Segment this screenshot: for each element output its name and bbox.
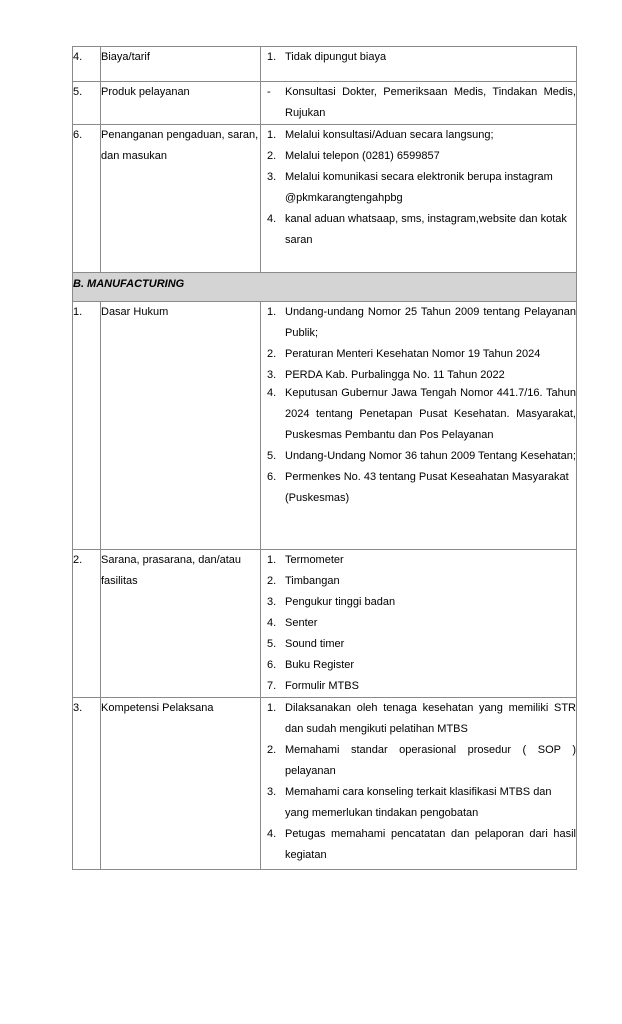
- row-description: [261, 47, 577, 82]
- list-item: 5. Undang-Undang Nomor 36 tahun 2009 Tentang Kesehatan;: [267, 450, 576, 462]
- list-item: 4. kanal aduan whatsaap, sms, instagram,website dan kotak saran: [267, 213, 567, 246]
- row-label: Dasar Hukum: [101, 302, 261, 550]
- row-description: [261, 82, 577, 125]
- table-row-kompetensi: [73, 698, 577, 870]
- list-item: 2. Memahami standar operasional prosedur ( SOP ) pelayanan: [267, 744, 576, 777]
- list-item: 2. Peraturan Menteri Kesehatan Nomor 19 Tahun 2024: [267, 348, 541, 360]
- list-item: 6. Permenkes No. 43 tentang Pusat Keseahatan Masyarakat (Puskesmas): [267, 471, 569, 504]
- list-item: 1. Termometer: [267, 554, 344, 566]
- list-item: 2. Melalui telepon (0281) 6599857: [267, 150, 440, 162]
- list-item: 3. PERDA Kab. Purbalingga No. 11 Tahun 2022: [267, 369, 505, 381]
- list-item: 4. Petugas memahami pencatatan dan pelaporan dari hasil kegiatan: [267, 828, 576, 861]
- row-label: Kompetensi Pelaksana: [101, 698, 261, 870]
- list-item: 1. Tidak dipungut biaya: [267, 51, 387, 63]
- row-label: Penanganan pengaduan, saran, dan masukan: [101, 125, 261, 273]
- table-row-pengaduan: [73, 125, 577, 273]
- row-label: Biaya/tarif: [101, 47, 261, 82]
- table-row-produk: [73, 82, 577, 125]
- table-row-dasar-hukum: [73, 302, 577, 550]
- section-header-row: [73, 273, 577, 302]
- row-number: 1.: [73, 302, 101, 550]
- table-row-sarana: [73, 550, 577, 698]
- row-description: [261, 302, 577, 550]
- service-standard-table: [72, 46, 577, 870]
- list-item: - Konsultasi Dokter, Pemeriksaan Medis, Tindakan Medis, Rujukan: [267, 86, 576, 119]
- list-item: 6. Buku Register: [267, 659, 355, 671]
- list-item: 5. Sound timer: [267, 638, 345, 650]
- list-item: 3. Pengukur tinggi badan: [267, 596, 396, 608]
- list-item: 4. Senter: [267, 617, 318, 629]
- list-item: 4. Keputusan Gubernur Jawa Tengah Nomor 441.7/16. Tahun 2024 tentang Penetapan Pusat Kesehatan. Masyarakat, Puskesmas Pembantu dan Pos Pelayanan: [267, 387, 576, 441]
- section-title: B. MANUFACTURING: [73, 273, 577, 302]
- row-number: 6.: [73, 125, 101, 273]
- row-number: 2.: [73, 550, 101, 698]
- row-label: Sarana, prasarana, dan/atau fasilitas: [101, 550, 261, 698]
- row-label: Produk pelayanan: [101, 82, 261, 125]
- row-description: [261, 698, 577, 870]
- list-item: 1. Undang-undang Nomor 25 Tahun 2009 tentang Pelayanan Publik;: [267, 306, 576, 339]
- row-number: 3.: [73, 698, 101, 870]
- row-number: 4.: [73, 47, 101, 82]
- list-item: 3. Melalui komunikasi secara elektronik berupa instagram @pkmkarangtengahpbg: [267, 171, 553, 204]
- list-item: 1. Dilaksanakan oleh tenaga kesehatan yang memiliki STR dan sudah mengikuti pelatihan MTBS: [267, 702, 576, 735]
- list-item: 1. Melalui konsultasi/Aduan secara langsung;: [267, 129, 494, 141]
- list-item: 3. Memahami cara konseling terkait klasifikasi MTBS dan yang memerlukan tindakan pengobatan: [267, 786, 552, 819]
- list-item: 2. Timbangan: [267, 575, 340, 587]
- row-number: 5.: [73, 82, 101, 125]
- row-description: [261, 125, 577, 273]
- table-row-biaya: [73, 47, 577, 82]
- row-description: [261, 550, 577, 698]
- list-item: 7. Formulir MTBS: [267, 680, 359, 692]
